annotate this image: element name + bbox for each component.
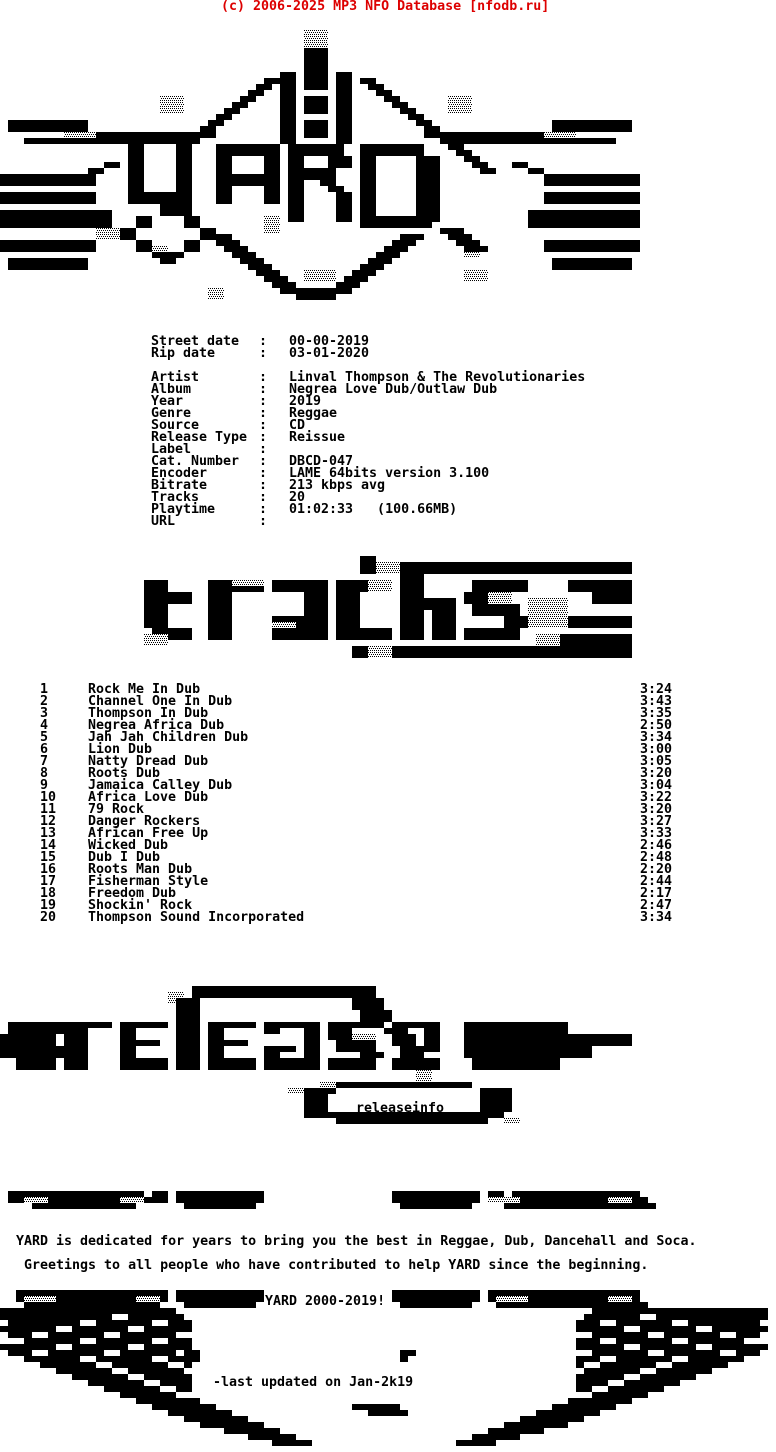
track-title: Jamaica Calley Dub (88, 778, 233, 793)
meta-colon: : (259, 514, 268, 529)
track-time: 3:00 (639, 742, 672, 757)
meta-label: Release Type (151, 430, 248, 445)
meta-colon: : (259, 382, 268, 397)
last-updated-text: -last updated on Jan-2k19 (213, 1375, 414, 1390)
separator-bars-art (0, 1191, 776, 1209)
tracks-header-ascii-art (144, 556, 632, 658)
meta-label: Tracks (151, 490, 200, 505)
meta-colon: : (259, 466, 268, 481)
track-title: Jah Jah Children Dub (88, 730, 249, 745)
track-title: Danger Rockers (88, 814, 201, 829)
meta-row-url (0, 516, 776, 528)
track-list (0, 684, 776, 924)
track-title: Lion Dub (88, 742, 153, 757)
meta-value: CD (289, 418, 306, 433)
track-title: Thompson In Dub (88, 706, 209, 721)
track-title: Roots Dub (88, 766, 161, 781)
track-title: Fisherman Style (88, 874, 209, 889)
meta-value: 20 (289, 490, 306, 505)
meta-row-genre (0, 408, 776, 420)
meta-value: 2019 (289, 394, 322, 409)
track-title: Wicked Dub (88, 838, 169, 853)
meta-colon: : (259, 394, 268, 409)
track-time: 3:20 (639, 802, 672, 817)
meta-row-rip-date (0, 348, 776, 360)
meta-label: Cat. Number (151, 454, 240, 469)
track-title: Africa Love Dub (88, 790, 209, 805)
meta-label: Source (151, 418, 200, 433)
track-time: 3:04 (639, 778, 672, 793)
meta-label: Encoder (151, 466, 208, 481)
meta-row-year (0, 396, 776, 408)
track-title: Negrea Africa Dub (88, 718, 225, 733)
track-title: Thompson Sound Incorporated (88, 910, 305, 925)
meta-value: 00-00-2019 (289, 334, 370, 349)
track-time: 3:43 (639, 694, 672, 709)
track-title: Freedom Dub (88, 886, 177, 901)
meta-row-playtime (0, 504, 776, 516)
meta-row-street-date (0, 336, 776, 348)
track-number: 15 (40, 850, 57, 865)
meta-colon: : (259, 406, 268, 421)
track-time: 3:34 (639, 730, 672, 745)
meta-value: 03-01-2020 (289, 346, 370, 361)
yard-years-text: YARD 2000-2019! (265, 1294, 386, 1309)
yard-logo-ascii-art (0, 30, 640, 300)
track-time: 2:48 (639, 850, 672, 865)
meta-label: Street date (151, 334, 240, 349)
track-number: 6 (40, 742, 49, 757)
track-row (0, 912, 776, 924)
track-number: 4 (40, 718, 49, 733)
meta-label: Genre (151, 406, 192, 421)
track-number: 7 (40, 754, 49, 769)
track-title: Rock Me In Dub (88, 682, 201, 697)
meta-value: DBCD-047 (289, 454, 354, 469)
dedication-line-2: Greetings to all people who have contributed to help YARD since the beginning. (24, 1258, 649, 1273)
track-title: Natty Dread Dub (88, 754, 209, 769)
track-time: 3:22 (639, 790, 672, 805)
meta-label: Rip date (151, 346, 216, 361)
meta-colon: : (259, 370, 268, 385)
releaseinfo-box-label: releaseinfo (356, 1101, 445, 1116)
track-number: 1 (40, 682, 49, 697)
meta-colon: : (259, 442, 268, 457)
meta-colon: : (259, 454, 268, 469)
meta-colon: : (259, 478, 268, 493)
meta-value: LAME 64bits version 3.100 (289, 466, 490, 481)
track-time: 3:27 (639, 814, 672, 829)
track-time: 3:33 (639, 826, 672, 841)
track-time: 2:50 (639, 718, 672, 733)
track-number: 8 (40, 766, 49, 781)
bottom-wings-ascii-art (0, 1290, 776, 1452)
release-header-ascii-art (0, 986, 632, 1124)
meta-row-album (0, 384, 776, 396)
track-title: Roots Man Dub (88, 862, 193, 877)
track-number: 11 (40, 802, 57, 817)
meta-row-label (0, 444, 776, 456)
meta-label: Year (151, 394, 184, 409)
track-time: 3:35 (639, 706, 672, 721)
meta-value: Reggae (289, 406, 338, 421)
track-number: 2 (40, 694, 49, 709)
meta-value: 213 kbps avg (289, 478, 386, 493)
track-time: 3:34 (639, 910, 672, 925)
meta-row-release-type (0, 432, 776, 444)
meta-colon: : (259, 346, 268, 361)
track-number: 5 (40, 730, 49, 745)
meta-value: Negrea Love Dub/Outlaw Dub (289, 382, 498, 397)
meta-value: 01:02:33 (100.66MB) (289, 502, 458, 517)
track-time: 2:47 (639, 898, 672, 913)
track-time: 2:20 (639, 862, 672, 877)
track-time: 2:46 (639, 838, 672, 853)
track-time: 2:17 (639, 886, 672, 901)
track-number: 10 (40, 790, 57, 805)
meta-colon: : (259, 418, 268, 433)
meta-value: Linval Thompson & The Revolutionaries (289, 370, 586, 385)
meta-row-encoder (0, 468, 776, 480)
meta-label: Artist (151, 370, 200, 385)
track-time: 3:20 (639, 766, 672, 781)
meta-label: URL (151, 514, 176, 529)
meta-row-bitrate (0, 480, 776, 492)
release-info-block (0, 336, 776, 528)
meta-colon: : (259, 502, 268, 517)
dedication-line-1: YARD is dedicated for years to bring you the best in Reggae, Dub, Dancehall and Soca. (16, 1234, 697, 1249)
meta-colon: : (259, 430, 268, 445)
meta-label: Playtime (151, 502, 216, 517)
track-time: 3:05 (639, 754, 672, 769)
meta-label: Album (151, 382, 192, 397)
meta-colon: : (259, 334, 268, 349)
track-title: Dub I Dub (88, 850, 161, 865)
meta-value: Reissue (289, 430, 346, 445)
track-number: 13 (40, 826, 57, 841)
track-number: 19 (40, 898, 57, 913)
track-time: 2:44 (639, 874, 672, 889)
track-time: 3:24 (639, 682, 672, 697)
track-title: Channel One In Dub (88, 694, 233, 709)
meta-label: Bitrate (151, 478, 208, 493)
meta-label: Label (151, 442, 192, 457)
track-title: Shockin' Rock (88, 898, 193, 913)
nfodb-copyright-header: (c) 2006-2025 MP3 NFO Database [nfodb.ru] (221, 0, 550, 14)
track-number: 9 (40, 778, 49, 793)
meta-colon: : (259, 490, 268, 505)
track-title: African Free Up (88, 826, 209, 841)
track-number: 17 (40, 874, 57, 889)
track-number: 14 (40, 838, 57, 853)
track-number: 12 (40, 814, 57, 829)
track-number: 3 (40, 706, 49, 721)
track-number: 16 (40, 862, 57, 877)
track-title: 79 Rock (88, 802, 145, 817)
track-number: 20 (40, 910, 57, 925)
track-number: 18 (40, 886, 57, 901)
meta-row-source (0, 420, 776, 432)
